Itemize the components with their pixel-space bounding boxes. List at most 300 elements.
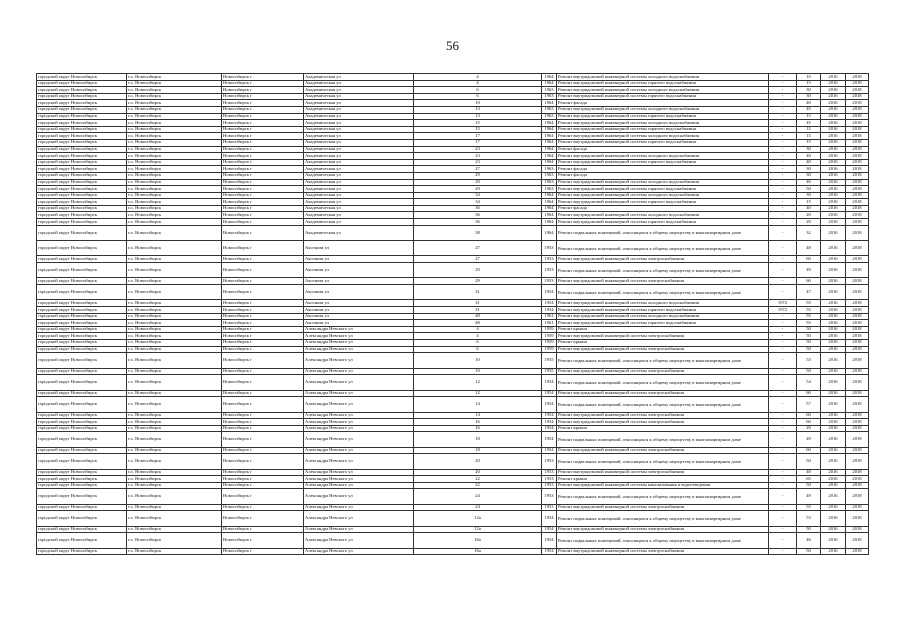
cell-year-end: 2018 [846, 139, 869, 146]
cell-house: 12 [414, 390, 542, 397]
cell-year-start: 2016 [821, 326, 846, 333]
cell-year: 1954 [542, 412, 557, 419]
cell-settlement: г.о. Новосибирск [127, 285, 222, 300]
cell-year-end: 2018 [846, 419, 869, 426]
cell-work: Ремонт внутридомовой инженерной системы горячего водоснабжения [557, 199, 769, 206]
cell-settlement: г.о. Новосибирск [127, 219, 222, 226]
cell-work: Ремонт внутридомовой инженерной системы холодного водоснабжения [557, 192, 769, 199]
cell-num: 15 [797, 199, 821, 206]
cell-okrug: городской округ Новосибирск [37, 219, 127, 226]
cell-city: Новосибирск г [222, 504, 304, 511]
cell-year: 1955 [542, 353, 557, 368]
cell-settlement: г.о. Новосибирск [127, 120, 222, 127]
table-row [37, 454, 869, 469]
cell-num: 45 [797, 120, 821, 127]
cell-extra: - [769, 313, 797, 320]
cell-city: Новосибирск г [222, 397, 304, 412]
table-row [37, 397, 869, 412]
cell-extra: - [769, 375, 797, 390]
table-row [37, 511, 869, 526]
cell-city: Новосибирск г [222, 432, 304, 447]
cell-extra: - [769, 548, 797, 555]
cell-extra: - [769, 339, 797, 346]
cell-house: 31 [414, 285, 542, 300]
cell-year: 1953 [542, 476, 557, 483]
cell-city: Новосибирск г [222, 93, 304, 100]
cell-year-end: 2018 [846, 526, 869, 533]
cell-city: Новосибирск г [222, 390, 304, 397]
cell-okrug: городской округ Новосибирск [37, 425, 127, 432]
cell-street: Александра Невского ул [304, 447, 414, 454]
cell-year-start: 2016 [821, 80, 846, 87]
cell-year: 1953 [542, 263, 557, 278]
cell-num: 15 [797, 126, 821, 133]
cell-city: Новосибирск г [222, 368, 304, 375]
cell-okrug: городской округ Новосибирск [37, 120, 127, 127]
cell-okrug: городской округ Новосибирск [37, 368, 127, 375]
cell-extra: 1972 [769, 300, 797, 307]
cell-city: Новосибирск г [222, 219, 304, 226]
table-row [37, 100, 869, 107]
page-number: 56 [446, 38, 459, 53]
table-row [37, 504, 869, 511]
cell-num: 55 [797, 320, 821, 327]
cell-num: 40 [797, 159, 821, 166]
cell-year: 1954 [542, 285, 557, 300]
cell-street: Александра Невского ул [304, 476, 414, 483]
cell-house: 4 [414, 74, 542, 81]
cell-house: 36 [414, 205, 542, 212]
cell-okrug: городской округ Новосибирск [37, 339, 127, 346]
cell-okrug: городской округ Новосибирск [37, 205, 127, 212]
cell-city: Новосибирск г [222, 285, 304, 300]
cell-okrug: городской округ Новосибирск [37, 126, 127, 133]
cell-street: Александра Невского ул [304, 368, 414, 375]
cell-settlement: г.о. Новосибирск [127, 412, 222, 419]
cell-work: Ремонт внутридомовой инженерной системы горячего водоснабжения [557, 93, 769, 100]
cell-street: Аксенова ул [304, 278, 414, 285]
cell-num: 30 [797, 87, 821, 94]
cell-extra: - [769, 469, 797, 476]
cell-city: Новосибирск г [222, 74, 304, 81]
cell-settlement: г.о. Новосибирск [127, 225, 222, 240]
cell-extra: - [769, 346, 797, 353]
cell-year-end: 2018 [846, 159, 869, 166]
cell-work: Ремонт внутридомовой инженерной системы горячего водоснабжения [557, 159, 769, 166]
table-row [37, 74, 869, 81]
cell-year-end: 2018 [846, 326, 869, 333]
cell-street: Академическая ул [304, 153, 414, 160]
cell-work: Ремонт крыши [557, 339, 769, 346]
cell-city: Новосибирск г [222, 241, 304, 256]
cell-settlement: г.о. Новосибирск [127, 93, 222, 100]
cell-house: 36 [414, 212, 542, 219]
cell-extra: - [769, 139, 797, 146]
cell-okrug: городской округ Новосибирск [37, 320, 127, 327]
cell-work: Ремонт внутридомовой инженерной системы электроснабжения [557, 412, 769, 419]
cell-year-end: 2018 [846, 313, 869, 320]
cell-year-start: 2016 [821, 172, 846, 179]
cell-house: 12а [414, 511, 542, 526]
cell-year-start: 2016 [821, 285, 846, 300]
cell-house: 27 [414, 256, 542, 263]
cell-num: 40 [797, 469, 821, 476]
cell-okrug: городской округ Новосибирск [37, 419, 127, 426]
cell-year-start: 2016 [821, 166, 846, 173]
table-row [37, 390, 869, 397]
cell-work: Ремонт внутридомовой инженерной системы холодного водоснабжения [557, 212, 769, 219]
cell-house: 4 [414, 80, 542, 87]
cell-work: Ремонт внутридомовой инженерной системы холодного водоснабжения [557, 106, 769, 113]
cell-work: Ремонт внутридомовой инженерной системы горячего водоснабжения [557, 320, 769, 327]
cell-work: Ремонт внутридомовой инженерной системы электроснабжения [557, 256, 769, 263]
cell-work: Ремонт крыши [557, 326, 769, 333]
table-row [37, 447, 869, 454]
table-row [37, 425, 869, 432]
cell-settlement: г.о. Новосибирск [127, 172, 222, 179]
cell-extra: - [769, 476, 797, 483]
cell-work: Ремонт фасада [557, 172, 769, 179]
cell-num: 49 [797, 432, 821, 447]
cell-year-end: 2018 [846, 225, 869, 240]
cell-street: Аксенова ул [304, 256, 414, 263]
cell-year-end: 2018 [846, 133, 869, 140]
cell-num: 40 [797, 205, 821, 212]
cell-year-end: 2018 [846, 390, 869, 397]
table-row [37, 172, 869, 179]
cell-year-end: 2018 [846, 285, 869, 300]
cell-street: Александра Невского ул [304, 333, 414, 340]
cell-year-end: 2018 [846, 511, 869, 526]
cell-street: Александра Невского ул [304, 425, 414, 432]
cell-year-end: 2018 [846, 425, 869, 432]
table-row [37, 126, 869, 133]
cell-extra: - [769, 326, 797, 333]
cell-num: 50 [797, 368, 821, 375]
cell-street: Александра Невского ул [304, 504, 414, 511]
cell-work: Ремонт фасада [557, 205, 769, 212]
cell-house: 12 [414, 375, 542, 390]
table-row [37, 205, 869, 212]
cell-year-end: 2018 [846, 504, 869, 511]
cell-house: 24 [414, 504, 542, 511]
cell-okrug: городской округ Новосибирск [37, 489, 127, 504]
cell-okrug: городской округ Новосибирск [37, 482, 127, 489]
cell-num: 30 [797, 93, 821, 100]
cell-settlement: г.о. Новосибирск [127, 153, 222, 160]
cell-street: Академическая ул [304, 219, 414, 226]
table-row [37, 353, 869, 368]
cell-city: Новосибирск г [222, 225, 304, 240]
cell-work: Ремонт подвальных помещений, относящихся к общему имуществу в многоквартирном доме [557, 375, 769, 390]
cell-settlement: г.о. Новосибирск [127, 313, 222, 320]
cell-house: 4 [414, 326, 542, 333]
cell-year-end: 2018 [846, 113, 869, 120]
cell-work: Ремонт внутридомовой инженерной системы холодного водоснабжения [557, 300, 769, 307]
cell-settlement: г.о. Новосибирск [127, 80, 222, 87]
cell-street: Аксенова ул [304, 307, 414, 314]
table-row [37, 133, 869, 140]
cell-city: Новосибирск г [222, 159, 304, 166]
cell-work: Ремонт внутридомовой инженерной системы горячего водоснабжения [557, 80, 769, 87]
cell-year-start: 2016 [821, 146, 846, 153]
cell-okrug: городской округ Новосибирск [37, 100, 127, 107]
cell-street: Александра Невского ул [304, 412, 414, 419]
cell-city: Новосибирск г [222, 339, 304, 346]
cell-okrug: городской округ Новосибирск [37, 504, 127, 511]
cell-house: 6 [414, 87, 542, 94]
cell-year: 1953 [542, 482, 557, 489]
cell-year-start: 2016 [821, 476, 846, 483]
table-row [37, 120, 869, 127]
cell-num: 54 [797, 375, 821, 390]
cell-street: Аксенова ул [304, 263, 414, 278]
cell-city: Новосибирск г [222, 80, 304, 87]
cell-year: 1953 [542, 469, 557, 476]
cell-num: 55 [797, 313, 821, 320]
cell-house: 15 [414, 126, 542, 133]
table-row [37, 326, 869, 333]
cell-year-start: 2016 [821, 368, 846, 375]
cell-num: 46 [797, 533, 821, 548]
cell-year: 1953 [542, 278, 557, 285]
cell-okrug: городской округ Новосибирск [37, 212, 127, 219]
cell-house: 27 [414, 241, 542, 256]
cell-year-start: 2016 [821, 133, 846, 140]
cell-okrug: городской округ Новосибирск [37, 353, 127, 368]
cell-year: 1959 [542, 326, 557, 333]
cell-extra: - [769, 454, 797, 469]
cell-year: 1963 [542, 172, 557, 179]
cell-year-start: 2016 [821, 511, 846, 526]
cell-settlement: г.о. Новосибирск [127, 432, 222, 447]
cell-settlement: г.о. Новосибирск [127, 326, 222, 333]
cell-year: 1963 [542, 113, 557, 120]
repair-register-table [36, 73, 869, 555]
cell-year-end: 2018 [846, 100, 869, 107]
cell-street: Александра Невского ул [304, 454, 414, 469]
cell-num: 47 [797, 285, 821, 300]
cell-extra: - [769, 526, 797, 533]
cell-settlement: г.о. Новосибирск [127, 256, 222, 263]
cell-settlement: г.о. Новосибирск [127, 533, 222, 548]
cell-settlement: г.о. Новосибирск [127, 133, 222, 140]
table-row [37, 476, 869, 483]
cell-year-start: 2016 [821, 106, 846, 113]
cell-work: Ремонт внутридомовой инженерной системы электроснабжения [557, 346, 769, 353]
cell-extra: - [769, 390, 797, 397]
cell-work: Ремонт внутридомовой инженерной системы горячего водоснабжения [557, 139, 769, 146]
cell-extra: - [769, 263, 797, 278]
cell-num: 45 [797, 106, 821, 113]
cell-house: 22 [414, 476, 542, 483]
cell-settlement: г.о. Новосибирск [127, 375, 222, 390]
cell-street: Александра Невского ул [304, 432, 414, 447]
cell-extra: - [769, 212, 797, 219]
cell-year-end: 2018 [846, 346, 869, 353]
cell-work: Ремонт фасада [557, 100, 769, 107]
cell-num: 20 [797, 425, 821, 432]
cell-city: Новосибирск г [222, 346, 304, 353]
cell-year-end: 2018 [846, 412, 869, 419]
cell-num: 20 [797, 212, 821, 219]
cell-settlement: г.о. Новосибирск [127, 205, 222, 212]
cell-extra: - [769, 186, 797, 193]
cell-year-end: 2018 [846, 172, 869, 179]
cell-year: 1954 [542, 300, 557, 307]
cell-extra: - [769, 100, 797, 107]
cell-year: 1954 [542, 397, 557, 412]
cell-extra: - [769, 533, 797, 548]
cell-num: 15 [797, 133, 821, 140]
cell-year: 1964 [542, 80, 557, 87]
cell-street: Александра Невского ул [304, 482, 414, 489]
cell-city: Новосибирск г [222, 447, 304, 454]
cell-year-end: 2018 [846, 432, 869, 447]
cell-extra: - [769, 113, 797, 120]
cell-num: 10 [797, 74, 821, 81]
cell-work: Ремонт фасада [557, 166, 769, 173]
cell-work: Ремонт подвальных помещений, относящихся к общему имуществу в многоквартирном доме [557, 511, 769, 526]
table-row [37, 256, 869, 263]
cell-work: Ремонт внутридомовой инженерной системы горячего водоснабжения [557, 126, 769, 133]
cell-year-end: 2018 [846, 278, 869, 285]
cell-okrug: городской округ Новосибирск [37, 313, 127, 320]
cell-year-start: 2016 [821, 179, 846, 186]
cell-okrug: городской округ Новосибирск [37, 526, 127, 533]
cell-street: Аксенова ул [304, 241, 414, 256]
cell-house: 23 [414, 153, 542, 160]
cell-street: Александра Невского ул [304, 533, 414, 548]
cell-extra: - [769, 489, 797, 504]
cell-house: 22 [414, 482, 542, 489]
cell-year: 1964 [542, 126, 557, 133]
cell-street: Академическая ул [304, 205, 414, 212]
cell-num: 60 [797, 447, 821, 454]
cell-settlement: г.о. Новосибирск [127, 166, 222, 173]
cell-settlement: г.о. Новосибирск [127, 159, 222, 166]
cell-year-end: 2018 [846, 375, 869, 390]
cell-settlement: г.о. Новосибирск [127, 146, 222, 153]
cell-city: Новосибирск г [222, 199, 304, 206]
cell-house: 14 [414, 412, 542, 419]
cell-extra: - [769, 504, 797, 511]
table-row [37, 153, 869, 160]
cell-year: 1953 [542, 489, 557, 504]
cell-work: Ремонт подвальных помещений, относящихся к общему имуществу в многоквартирном доме [557, 263, 769, 278]
table-row [37, 80, 869, 87]
cell-extra: - [769, 166, 797, 173]
cell-year: 1959 [542, 333, 557, 340]
cell-settlement: г.о. Новосибирск [127, 307, 222, 314]
cell-work: Ремонт внутридомовой инженерной системы электроснабжения [557, 390, 769, 397]
table-row [37, 166, 869, 173]
cell-settlement: г.о. Новосибирск [127, 390, 222, 397]
cell-num: 15 [797, 113, 821, 120]
cell-year-end: 2018 [846, 205, 869, 212]
cell-street: Академическая ул [304, 120, 414, 127]
cell-okrug: городской округ Новосибирск [37, 447, 127, 454]
cell-work: Ремонт внутридомовой инженерной системы холодного водоснабжения [557, 179, 769, 186]
cell-year-end: 2018 [846, 186, 869, 193]
cell-year-end: 2018 [846, 368, 869, 375]
cell-extra: - [769, 87, 797, 94]
cell-extra: - [769, 241, 797, 256]
cell-extra: - [769, 205, 797, 212]
cell-house: 29 [414, 172, 542, 179]
cell-street: Академическая ул [304, 133, 414, 140]
cell-year-start: 2016 [821, 469, 846, 476]
cell-num: 53 [797, 353, 821, 368]
cell-okrug: городской округ Новосибирск [37, 397, 127, 412]
table-row [37, 489, 869, 504]
cell-extra: - [769, 93, 797, 100]
cell-city: Новосибирск г [222, 166, 304, 173]
cell-settlement: г.о. Новосибирск [127, 526, 222, 533]
cell-extra: - [769, 159, 797, 166]
cell-year-start: 2016 [821, 205, 846, 212]
cell-year: 1964 [542, 74, 557, 81]
cell-settlement: г.о. Новосибирск [127, 476, 222, 483]
cell-year-end: 2018 [846, 256, 869, 263]
cell-street: Александра Невского ул [304, 489, 414, 504]
cell-num: 49 [797, 489, 821, 504]
cell-city: Новосибирск г [222, 146, 304, 153]
cell-house: 6 [414, 346, 542, 353]
cell-year-end: 2018 [846, 333, 869, 340]
cell-extra: - [769, 74, 797, 81]
cell-year-end: 2018 [846, 219, 869, 226]
cell-extra: - [769, 199, 797, 206]
table-row [37, 93, 869, 100]
cell-settlement: г.о. Новосибирск [127, 353, 222, 368]
cell-year: 1959 [542, 339, 557, 346]
cell-year-start: 2016 [821, 159, 846, 166]
cell-num: 65 [797, 476, 821, 483]
cell-house: 18 [414, 447, 542, 454]
cell-street: Академическая ул [304, 126, 414, 133]
cell-street: Александра Невского ул [304, 339, 414, 346]
cell-year-start: 2016 [821, 412, 846, 419]
cell-city: Новосибирск г [222, 113, 304, 120]
cell-year: 1954 [542, 548, 557, 555]
cell-num: 40 [797, 100, 821, 107]
cell-okrug: городской округ Новосибирск [37, 74, 127, 81]
cell-street: Академическая ул [304, 192, 414, 199]
cell-year-end: 2018 [846, 353, 869, 368]
cell-extra: - [769, 285, 797, 300]
cell-year-start: 2016 [821, 339, 846, 346]
cell-street: Александра Невского ул [304, 397, 414, 412]
cell-year-end: 2018 [846, 307, 869, 314]
cell-year: 1964 [542, 146, 557, 153]
cell-house: 23 [414, 146, 542, 153]
cell-year-end: 2018 [846, 93, 869, 100]
cell-city: Новосибирск г [222, 482, 304, 489]
cell-work: Ремонт подвальных помещений, относящихся к общему имуществу в многоквартирном доме [557, 533, 769, 548]
cell-house: 16а [414, 533, 542, 548]
cell-street: Александра Невского ул [304, 390, 414, 397]
cell-year: 1954 [542, 526, 557, 533]
cell-year-start: 2016 [821, 353, 846, 368]
cell-street: Александра Невского ул [304, 548, 414, 555]
cell-num: 60 [797, 278, 821, 285]
cell-okrug: городской округ Новосибирск [37, 199, 127, 206]
cell-settlement: г.о. Новосибирск [127, 212, 222, 219]
cell-work: Ремонт подвальных помещений, относящихся к общему имуществу в многоквартирном доме [557, 489, 769, 504]
cell-city: Новосибирск г [222, 454, 304, 469]
cell-extra: - [769, 320, 797, 327]
